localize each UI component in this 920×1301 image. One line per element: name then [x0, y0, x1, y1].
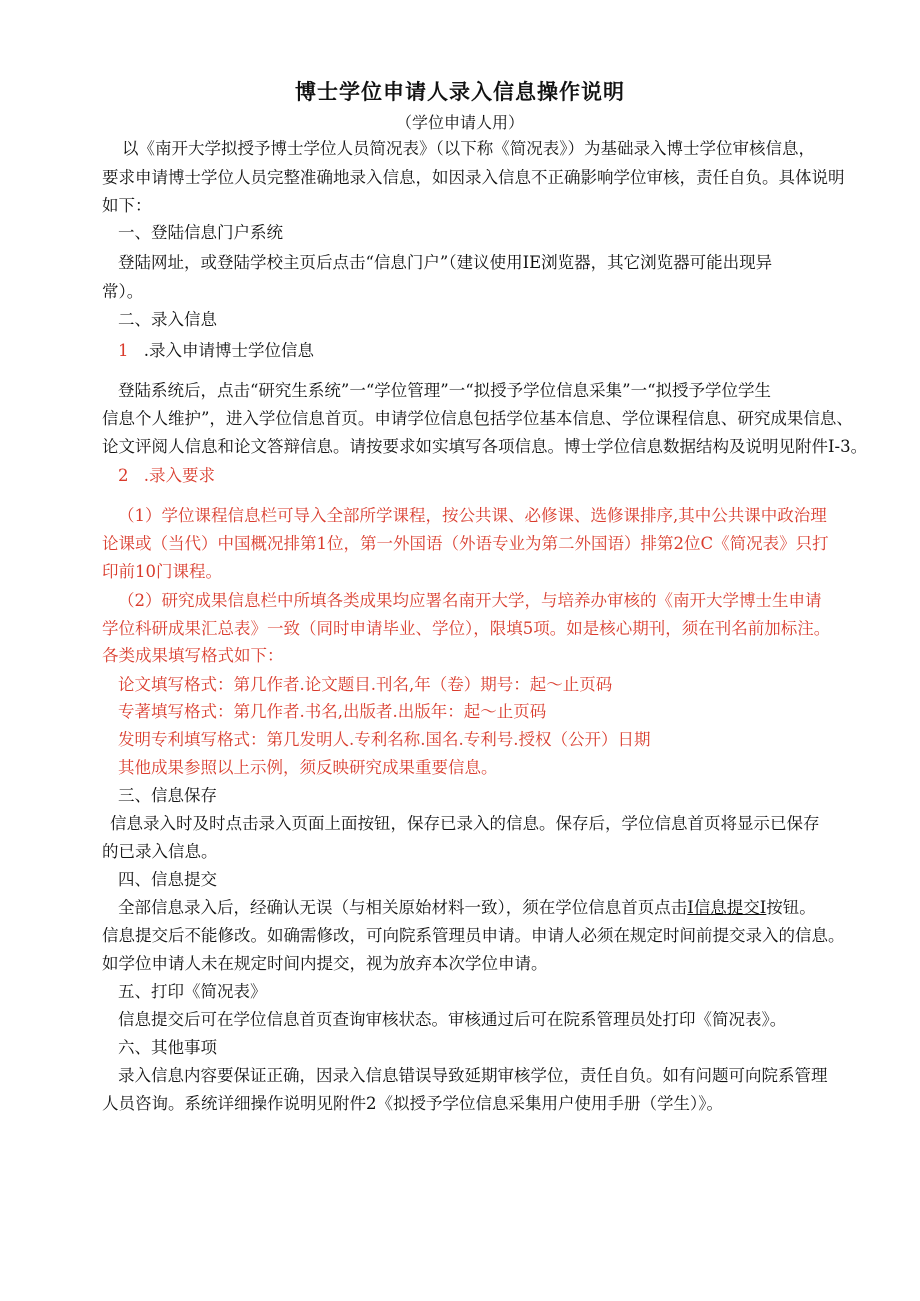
requirement-2-line-2: 学位科研成果汇总表》一致（同时申请毕业、学位），限填5项。如是核心期刊，须在刊名前加标注。	[102, 619, 831, 638]
section-4-line-2: 信息提交后不能修改。如确需修改，可向院系管理员申请。申请人必须在规定时间前提交录入的信息。	[102, 926, 845, 945]
section-6-heading: 六、其他事项	[118, 1038, 217, 1057]
subsection-1-heading	[118, 340, 314, 362]
section-2-heading: 二、录入信息	[118, 310, 217, 329]
section-4-line-3: 如学位申请人未在规定时间内提交，视为放弃本次学位申请。	[102, 954, 548, 973]
requirement-2-line-1: （2）研究成果信息栏中所填各类成果均应署名南开大学，与培养办审核的《南开大学博士生申请	[118, 591, 822, 610]
section-4-heading: 四、信息提交	[118, 870, 217, 889]
intro-line-2: 要求申请博士学位人员完整准确地录入信息，如因录入信息不正确影响学位审核，责任自负。具体说明	[102, 168, 845, 187]
requirement-1-line-2: 论课或（当代）中国概况排第1位，第一外国语（外语专业为第二外国语）排第2位C《简况表》只打	[102, 534, 829, 553]
section-6-line-1: 录入信息内容要保证正确，因录入信息错误导致延期审核学位，责任自负。如有问题可向院系管理	[118, 1066, 828, 1085]
subsection-1-line-2: 信息个人维护”，进入学位信息首页。申请学位信息包括学位基本信息、学位课程信息、研究成果信息、	[102, 409, 853, 428]
requirement-1-line-1: （1）学位课程信息栏可导入全部所学课程，按公共课、必修课、选修课排序,其中公共课中政治理	[118, 506, 827, 525]
section-1-heading: 一、登陆信息门户系统	[118, 223, 283, 242]
requirement-1-line-3: 印前10门课程。	[102, 562, 222, 581]
subsection-2-heading	[118, 465, 215, 487]
section-1-line-1: 登陆网址，或登陆学校主页后点击“信息门户”（建议使用IE浏览器，其它浏览器可能出现异	[118, 253, 773, 272]
subsection-2-number: 2	[118, 466, 129, 485]
intro-line-1: 以《南开大学拟授予博士学位人员简况表》（以下称《简况表》）为基础录入博士学位审核信息，	[122, 139, 815, 158]
subsection-2-text: .录入要求	[143, 466, 215, 485]
subsection-1-line-1: 登陆系统后，点击“研究生系统”一“学位管理”一“拟授予学位信息采集”一“拟授予学位学生	[118, 381, 772, 400]
subsection-1-line-3: 论文评阅人信息和论文答辩信息。请按要求如实填写各项信息。博士学位信息数据结构及说明见附件I-3。	[102, 437, 868, 456]
submit-info-button-ref: I信息提交I	[687, 898, 767, 917]
format-patent: 发明专利填写格式：第几发明人.专利名称.国名.专利号.授权（公开）日期	[118, 730, 651, 749]
intro-line-3: 如下：	[102, 196, 152, 215]
section-3-heading: 三、信息保存	[118, 786, 217, 805]
section-5-heading: 五、打印《简况表》	[118, 982, 267, 1001]
section-4-line-1-after: 按钮。	[766, 898, 816, 917]
format-monograph: 专著填写格式：第几作者.书名,出版者.出版年：起～止页码	[118, 702, 547, 721]
subsection-1-number: 1	[118, 341, 129, 360]
subsection-1-text: .录入申请博士学位信息	[143, 341, 314, 360]
document-subtitle: （学位申请人用）	[395, 113, 524, 132]
section-1-line-2: 常）。	[102, 282, 144, 301]
section-5-line-1: 信息提交后可在学位信息首页查询审核状态。审核通过后可在院系管理员处打印《简况表》。	[118, 1010, 787, 1029]
document-title: 博士学位申请人录入信息操作说明	[295, 79, 625, 104]
format-other: 其他成果参照以上示例，须反映研究成果重要信息。	[118, 758, 498, 777]
section-3-line-2: 的已录入信息。	[102, 842, 218, 861]
requirement-2-line-3: 各类成果填写格式如下：	[102, 646, 284, 665]
section-4-line-1-before: 全部信息录入后，经确认无误（与相关原始材料一致），须在学位信息首页点击	[118, 898, 688, 917]
format-thesis: 论文填写格式：第几作者.论文题目.刊名,年（卷）期号：起～止页码	[118, 675, 613, 694]
section-6-line-2: 人员咨询。系统详细操作说明见附件2《拟授予学位信息采集用户使用手册（学生）》。	[102, 1094, 723, 1113]
section-4-line-1	[118, 897, 816, 919]
section-3-line-1: 信息录入时及时点击录入页面上面按钮，保存已录入的信息。保存后，学位信息首页将显示已保存	[110, 814, 820, 833]
